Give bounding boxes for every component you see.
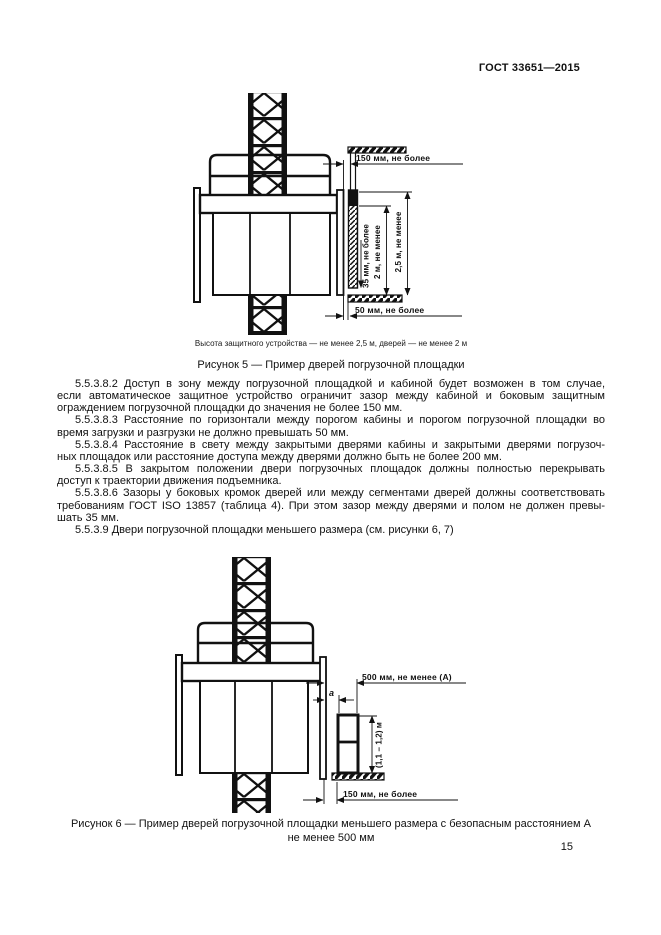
figure6-caption-line1: Рисунок 6 — Пример дверей погрузочной площадки меньшего размера с безопасным расстоянием А (70, 818, 592, 830)
text-line: требованиям ГОСТ ISO 13857 (таблица 4). При этом зазор между дверями и полом не должен превы- (57, 499, 605, 512)
body-text (57, 378, 605, 536)
text-line: шать 35 мм. (57, 511, 119, 524)
dim-label-150mm: 150 мм, не более (356, 153, 431, 163)
figure5-note: Высота защитного устройства — не менее 2,5 м, дверей — не менее 2 м (194, 339, 468, 348)
text-line: 5.5.3.8.3 Расстояние по горизонтали между порогом кабины и порогом погрузочной площадки во (75, 414, 605, 427)
dim-label-gate-height: (1,1 – 1,2) м (374, 722, 384, 768)
dim-label-2m: 2 м, не менее (373, 225, 382, 279)
text-line: 5.5.3.9 Двери погрузочной площадки меньшего размера (см. рисунки 6, 7) (75, 523, 454, 536)
figure6-caption (57, 817, 605, 845)
text-line: доступ к траектории движения подъемника. (57, 475, 282, 488)
page-header-standard-number: ГОСТ 33651—2015 (478, 62, 580, 74)
platform-cabin (194, 155, 344, 302)
text-line: 5.5.3.8.2 Доступ в зону между погрузочной площадкой и кабиной будет возможен в том случае, (75, 378, 605, 390)
page-number: 15 (560, 841, 573, 853)
figure5-caption: Рисунок 5 — Пример дверей погрузочной площадки (197, 359, 465, 371)
text-line: 5.5.3.8.5 В закрытом положении двери погрузочных площадок должны полностью перекрывать (75, 463, 605, 476)
dim-label-500mm: 500 мм, не менее (А) (362, 672, 452, 682)
text-line: 5.5.3.8.4 Расстояние в свету между закрытыми дверями кабины и закрытыми дверями погрузоч- (75, 438, 605, 451)
text-line: ограждением погрузочной площадки до значения не более 150 мм. (57, 402, 403, 415)
dim-label-50mm: 50 мм, не более (355, 305, 425, 315)
dim-label-2-5m: 2,5 м, не менее (394, 211, 403, 273)
figure6-caption-line2: не менее 500 мм (287, 832, 375, 844)
text-line: время загрузки и разгрузки не должно превышать 50 мм. (57, 426, 349, 439)
text-line: если автоматическое защитное устройство ограничит зазор между кабиной и боковым защитным (57, 390, 605, 403)
figure6-drawing (160, 555, 480, 815)
dim-label-a: а (328, 688, 335, 698)
dim-label-35mm: 35 мм, не более (361, 224, 371, 288)
text-line: 5.5.3.8.6 Зазоры у боковых кромок дверей или между сегментами дверей должны соответствовать (75, 487, 605, 500)
text-line: ных площадок или расстояние доступа между дверями должно быть не более 200 мм. (57, 450, 502, 463)
figure6-dimensions (303, 679, 466, 804)
dim-label-150mm-bottom: 150 мм, не более (343, 789, 418, 799)
figure5-drawing (180, 90, 480, 335)
